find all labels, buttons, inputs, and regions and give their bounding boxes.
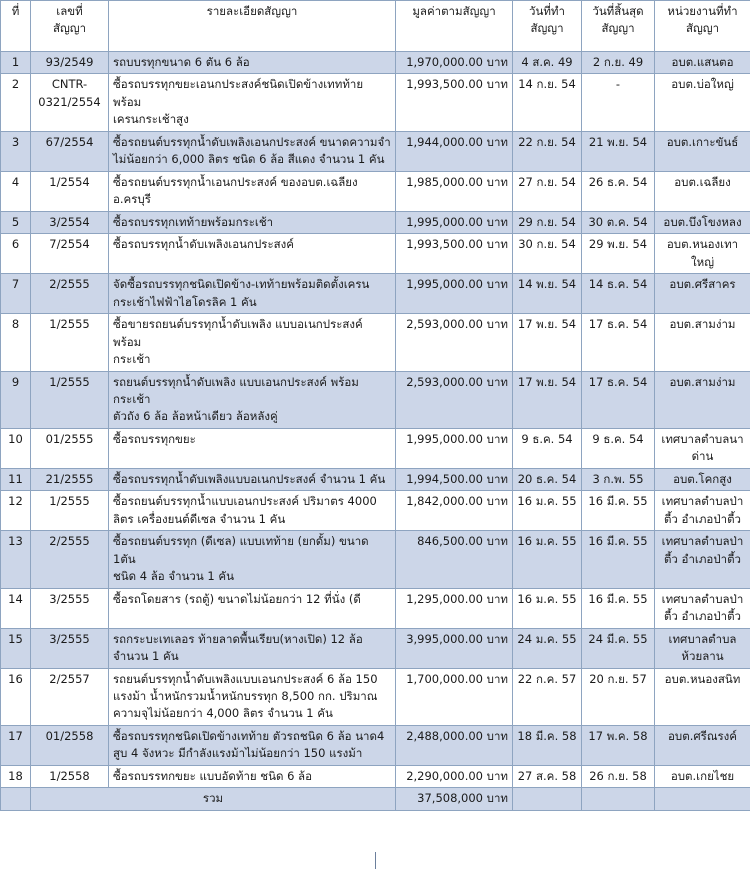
contract-detail-line-1: ซื้อรถบรรทกขยะ แบบอัดท้าย ชนิด 6 ล้อ [113,768,313,783]
total-row [1,788,750,810]
cell-agency [655,668,750,725]
agency-line-2: ตี้ว อำเภอป่าตี้ว [663,511,742,526]
total-blank-cell [1,788,31,810]
cell-contract-number [31,234,109,274]
cell-start-date: 17 พ.ย. 54 [513,314,582,371]
table-row [1,52,750,74]
cell-end-date: 20 ก.ย. 57 [582,668,655,725]
table-row [1,371,750,428]
cell-contract-value: 2,593,000.00 บาท [396,371,513,428]
cell-end-date: 17 พ.ค. 58 [582,725,655,765]
cell-agency [655,531,750,588]
contract-number-line-1: 01/2558 [45,728,94,743]
cell-start-date: 14 พ.ย. 54 [513,274,582,314]
agency-line-2: ตี้ว อำเภอป่าตี้ว [663,551,742,566]
contract-detail-line-1: ซื้อรถยนต์บรรทุกน้ำแบบเอนกประสงค์ ปริมาตร 4000 [113,494,377,509]
agency-line-1: อบต.สามง่าม [669,374,736,389]
contract-detail-line-1: จัดซื้อรถบรรทุกชนิดเปิดข้าง-เทท้ายพร้อมติดตั้งเครน [113,277,370,292]
cell-agency [655,371,750,428]
agency-line-1: เทศบาลตำบลนา [661,431,744,446]
contract-number-line-1: 1/2558 [49,768,90,783]
contract-detail-line-2: สูบ 4 จังหวะ มีกำลังแรงม้าไม่น้อยกว่า 150 แรงม้า [113,746,363,761]
cell-contract-value: 2,488,000.00 บาท [396,725,513,765]
cell-agency [655,628,750,668]
agency-line-1: เทศบาลตำบล [668,631,737,646]
cell-contract-number [31,491,109,531]
contract-number-line-1: 67/2554 [45,134,94,149]
cell-contract-detail [109,131,396,171]
cell-contract-detail [109,531,396,588]
cell-row-number: 13 [1,531,31,588]
header-cell-end-date [582,1,655,52]
cell-contract-detail [109,274,396,314]
contract-detail-line-1: ซื้อรถบรรทุกชนิดเปิดข้างเทท้าย ตัวรถชนิด 6 ล้อ นาด4 [113,728,385,743]
agency-line-1: อบต.หนองสนิท [664,671,741,686]
cell-agency [655,725,750,765]
contract-detail-line-2: ลิตร เครื่องยนต์ดีเซล จำนวน 1 คัน [113,511,286,526]
table-row [1,211,750,233]
header-end-line2: สัญญา [601,21,635,36]
contract-detail-line-2: ชนิด 4 ล้อ จำนวน 1 คัน [113,569,234,584]
cell-start-date: 9 ธ.ค. 54 [513,428,582,468]
contract-detail-line-1: รถยนต์บรรทุกน้ำดับเพลิงแบบเอนกประสงค์ 6 ล้อ 150 [113,671,378,686]
table-row [1,468,750,490]
contract-number-line-1: 3/2555 [49,631,90,646]
cell-contract-value: 1,842,000.00 บาท [396,491,513,531]
agency-line-1: อบต.บึงโขงหลง [663,214,742,229]
contract-number-line-1: CNTR- [51,77,88,92]
agency-line-1: อบต.เกยไชย [670,768,735,783]
cell-contract-number [31,371,109,428]
cell-end-date: 3 ก.พ. 55 [582,468,655,490]
cell-contract-detail [109,668,396,725]
table-row [1,531,750,588]
cell-agency [655,171,750,211]
cell-row-number: 12 [1,491,31,531]
agency-line-1: อบต.ศรีสาคร [669,277,736,292]
cell-contract-detail [109,371,396,428]
agency-line-1: อบต.ศรีณรงค์ [668,728,737,743]
cell-row-number: 4 [1,171,31,211]
cell-end-date: 30 ต.ค. 54 [582,211,655,233]
contract-number-line-1: 1/2555 [49,374,90,389]
table-row [1,765,750,787]
header-cell-contract-no [31,1,109,52]
cell-end-date: 26 ธ.ค. 54 [582,171,655,211]
header-detail-label: รายละเอียดสัญญา [206,4,298,18]
cell-contract-detail [109,234,396,274]
contract-detail-line-2: จำนวน 1 คัน [113,649,179,664]
cell-contract-number [31,628,109,668]
contract-detail-line-1: ซื้อรถยนต์บรรทุก (ดีเซล) แบบเทท้าย (ยกดั้ม) ขนาด 1ตัน [113,534,369,566]
cell-contract-number [31,211,109,233]
cell-agency [655,131,750,171]
cell-contract-detail [109,765,396,787]
cell-contract-detail [109,428,396,468]
table-row [1,274,750,314]
contract-detail-line-1: รถกระบะเทเลอร ท้ายลาดพื้นเรียบ(หางเปิด) 12 ล้อ [113,631,363,646]
cell-row-number: 17 [1,725,31,765]
table-row [1,131,750,171]
contract-detail-line-3: ความจุไม่น้อยกว่า 4,000 ลิตร จำนวน 1 คัน [113,706,333,721]
cell-end-date: 17 ธ.ค. 54 [582,314,655,371]
agency-line-1: เทศบาลตำบลป่า [661,591,744,606]
cell-row-number: 14 [1,588,31,628]
cell-contract-value: 1,970,000.00 บาท [396,52,513,74]
contract-detail-line-1: ซื้อรถบรรทุกขยะ [113,431,196,446]
cell-contract-detail [109,468,396,490]
cell-start-date: 29 ก.ย. 54 [513,211,582,233]
contract-detail-line-2: แรงม้า น้ำหนักรวมน้ำหนักบรรทุก 8,500 กก. ปริมาณ [113,689,378,703]
contract-detail-line-1: ซื้อรถบรรทุกขยะเอนกประสงค์ชนิดเปิดข้างเททท้ายพร้อม [113,77,364,109]
cell-agency [655,52,750,74]
cell-contract-number [31,428,109,468]
cell-contract-number [31,314,109,371]
agency-line-2: ใหญ่ [691,254,714,269]
contract-detail-line-2: กระเช้า [113,352,151,367]
header-cell-agency [655,1,750,52]
cell-contract-value: 2,290,000.00 บาท [396,765,513,787]
header-row [1,1,750,52]
contract-detail-line-1: ซื้อรถยนต์บรรทุกน้ำดับเพลิงเอนกประสงค์ ขนาดความจำ [113,134,391,149]
cell-contract-value: 1,295,000.00 บาท [396,588,513,628]
cell-end-date: 24 มี.ค. 55 [582,628,655,668]
contract-detail-line-1: ซื้อรถบรรทุกน้ำดับเพลิงเอนกประสงค์ [113,237,294,252]
agency-line-2: ด่าน [691,449,714,464]
cell-end-date: 29 พ.ย. 54 [582,234,655,274]
contract-detail-line-1: รถยนต์บรรทุกน้ำดับเพลิง แบบเอนกประสงค์ พร้อมกระเช้า [113,374,359,406]
cell-contract-number [31,765,109,787]
agency-line-1: เทศบาลตำบลป่า [661,534,744,549]
cell-contract-value: 1,993,500.00 บาท [396,74,513,131]
cell-start-date: 27 ก.ย. 54 [513,171,582,211]
cell-start-date: 16 ม.ค. 55 [513,588,582,628]
header-cell-value [396,1,513,52]
cell-contract-value: 1,994,500.00 บาท [396,468,513,490]
contract-detail-line-2: กระเช้าไฟฟ้าไฮโดรลิค 1 คัน [113,294,257,309]
contract-number-line-1: 1/2555 [49,317,90,332]
cell-contract-number [31,531,109,588]
contract-detail-line-1: ซื้อรถยนต์บรรทุกน้ำเอนกประสงค์ ของอบต.เฉลียง อ.ครบุรี [113,174,358,207]
cell-row-number: 3 [1,131,31,171]
cell-contract-detail [109,314,396,371]
contract-number-line-1: 2/2555 [49,277,90,292]
contract-number-line-1: 2/2557 [49,671,90,686]
cell-contract-value: 2,593,000.00 บาท [396,314,513,371]
total-empty-end [582,788,655,810]
cell-end-date: 14 ธ.ค. 54 [582,274,655,314]
agency-line-1: อบต.เกาะขันธ์ [666,134,739,149]
table-header [1,1,750,52]
contract-detail-line-1: ซื้อรถโดยสาร (รถตู้) ขนาดไม่น้อยกว่า 12 ที่นั่ง (ดี [113,591,361,606]
cell-row-number: 6 [1,234,31,274]
cell-end-date: 2 ก.ย. 49 [582,52,655,74]
cell-contract-number [31,725,109,765]
cell-row-number: 18 [1,765,31,787]
cell-row-number: 5 [1,211,31,233]
cell-contract-number [31,668,109,725]
header-cell-start-date [513,1,582,52]
cell-contract-number [31,74,109,131]
cell-start-date: 30 ก.ย. 54 [513,234,582,274]
cell-end-date: - [582,74,655,131]
header-value-label: มูลค่าตามสัญญา [412,4,496,18]
cell-row-number: 11 [1,468,31,490]
cell-contract-detail [109,628,396,668]
cell-contract-number [31,274,109,314]
cell-row-number: 9 [1,371,31,428]
cell-start-date: 16 ม.ค. 55 [513,531,582,588]
agency-line-1: อบต.หนองเทา [666,237,739,252]
cell-contract-value: 1,995,000.00 บาท [396,274,513,314]
contract-detail-line-1: ซื้อรถบรรทุกเทท้ายพร้อมกระเช้า [113,214,274,229]
contract-number-line-1: 21/2555 [45,471,94,486]
contract-number-line-2: 0321/2554 [38,94,101,109]
cell-contract-number [31,468,109,490]
cell-start-date: 22 ก.ค. 57 [513,668,582,725]
contract-number-line-1: 1/2554 [49,174,90,189]
header-contract-no-line2: สัญญา [52,21,87,36]
cell-start-date: 18 มี.ค. 58 [513,725,582,765]
table-row [1,428,750,468]
cell-end-date: 9 ธ.ค. 54 [582,428,655,468]
cell-contract-value: 1,995,000.00 บาท [396,211,513,233]
total-empty-agency [655,788,750,810]
cell-contract-value: 1,995,000.00 บาท [396,428,513,468]
contract-number-line-1: 93/2549 [45,55,94,69]
contract-number-line-1: 3/2555 [49,591,90,606]
header-cell-detail [109,1,396,52]
cell-contract-value: 1,700,000.00 บาท [396,668,513,725]
cell-contract-value: 846,500.00 บาท [396,531,513,588]
cell-end-date: 16 มี.ค. 55 [582,531,655,588]
table-row [1,314,750,371]
cell-row-number: 16 [1,668,31,725]
contract-detail-line-1: ซื้อรถบรรทุกน้ำดับเพลิงแบบอเนกประสงค์ จำนวน 1 คัน [113,471,386,486]
cell-contract-detail [109,588,396,628]
header-no-label: ที่ [11,4,20,18]
cell-agency [655,588,750,628]
contract-detail-line-2: เครนกระเช้าสูง [113,112,189,127]
cell-start-date: 24 ม.ค. 55 [513,628,582,668]
agency-line-1: อบต.เฉลียง [674,174,731,189]
header-agency-line1: หน่วยงานที่ทำ [667,4,738,18]
cell-contract-value: 1,985,000.00 บาท [396,171,513,211]
cell-start-date: 14 ก.ย. 54 [513,74,582,131]
cell-contract-number [31,171,109,211]
cell-row-number: 15 [1,628,31,668]
cell-contract-detail [109,52,396,74]
table-body [1,52,750,811]
table-row [1,668,750,725]
cell-end-date: 17 ธ.ค. 54 [582,371,655,428]
contract-detail-line-2: ไม่น้อยกว่า 6,000 ลิตร ชนิด 6 ล้อ สีแดง จำนวน 1 คัน [113,152,385,167]
cell-end-date: 26 ก.ย. 58 [582,765,655,787]
header-contract-no-line1: เลขที่ [56,4,83,18]
cell-row-number: 8 [1,314,31,371]
table-row [1,171,750,211]
cell-agency [655,468,750,490]
cell-start-date: 27 ส.ค. 58 [513,765,582,787]
agency-line-2: ตี้ว อำเภอป่าตี้ว [663,609,742,624]
cell-agency [655,428,750,468]
cell-agency [655,74,750,131]
table-row [1,491,750,531]
header-start-line2: สัญญา [530,21,564,36]
cell-contract-number [31,588,109,628]
cell-agency [655,274,750,314]
cell-contract-detail [109,211,396,233]
cell-agency [655,314,750,371]
header-end-line1: วันที่สิ้นสุด [592,4,644,18]
total-value: 37,508,000 บาท [396,788,513,810]
cell-contract-number [31,52,109,74]
page-break-tick [375,852,376,869]
cell-end-date: 21 พ.ย. 54 [582,131,655,171]
cell-start-date: 20 ธ.ค. 54 [513,468,582,490]
cell-start-date: 17 พ.ย. 54 [513,371,582,428]
table-row [1,234,750,274]
agency-line-1: อบต.โคกสูง [673,471,732,486]
cell-row-number: 1 [1,52,31,74]
cell-start-date: 4 ส.ค. 49 [513,52,582,74]
cell-agency [655,491,750,531]
cell-row-number: 10 [1,428,31,468]
cell-agency [655,211,750,233]
cell-end-date: 16 มี.ค. 55 [582,491,655,531]
cell-row-number: 7 [1,274,31,314]
total-label: รวม [31,788,396,810]
contract-number-line-1: 3/2554 [49,214,90,229]
header-cell-no [1,1,31,52]
cell-contract-value: 1,944,000.00 บาท [396,131,513,171]
table-row [1,725,750,765]
agency-line-1: อบต.บ่อใหญ่ [671,77,734,92]
total-empty-start [513,788,582,810]
agency-line-1: เทศบาลตำบลป่า [661,494,744,509]
cell-contract-detail [109,74,396,131]
cell-row-number: 2 [1,74,31,131]
contract-detail-line-2: ตัวถัง 6 ล้อ ล้อหน้าเดียว ล้อหลังคู่ [113,409,278,424]
cell-contract-detail [109,491,396,531]
cell-agency [655,234,750,274]
contract-number-line-1: 01/2555 [45,431,94,446]
table-row [1,588,750,628]
cell-contract-value: 1,993,500.00 บาท [396,234,513,274]
cell-contract-detail [109,171,396,211]
contract-number-line-1: 2/2555 [49,534,90,549]
contract-detail-line-1: ซื้อขายรถยนต์บรรทุกน้ำดับเพลิง แบบอเนกประสงค์ พร้อม [113,317,363,349]
contract-detail-line-1: รถบบรทุกขนาด 6 ตัน 6 ล้อ [113,55,250,69]
cell-contract-value: 3,995,000.00 บาท [396,628,513,668]
contract-number-line-1: 7/2554 [49,237,90,252]
cell-contract-detail [109,725,396,765]
agency-line-1: อบต.สามง่าม [669,317,736,332]
cell-end-date: 16 มี.ค. 55 [582,588,655,628]
header-start-line1: วันที่ทำ [529,4,565,18]
cell-start-date: 22 ก.ย. 54 [513,131,582,171]
table-row [1,74,750,131]
cell-start-date: 16 ม.ค. 55 [513,491,582,531]
agency-line-1: อบต.แสนตอ [671,55,734,69]
table-row [1,628,750,668]
cell-agency [655,765,750,787]
header-agency-line2: สัญญา [685,21,720,36]
contract-number-line-1: 1/2555 [49,494,90,509]
agency-line-2: ห้วยลาน [681,649,724,664]
cell-contract-number [31,131,109,171]
